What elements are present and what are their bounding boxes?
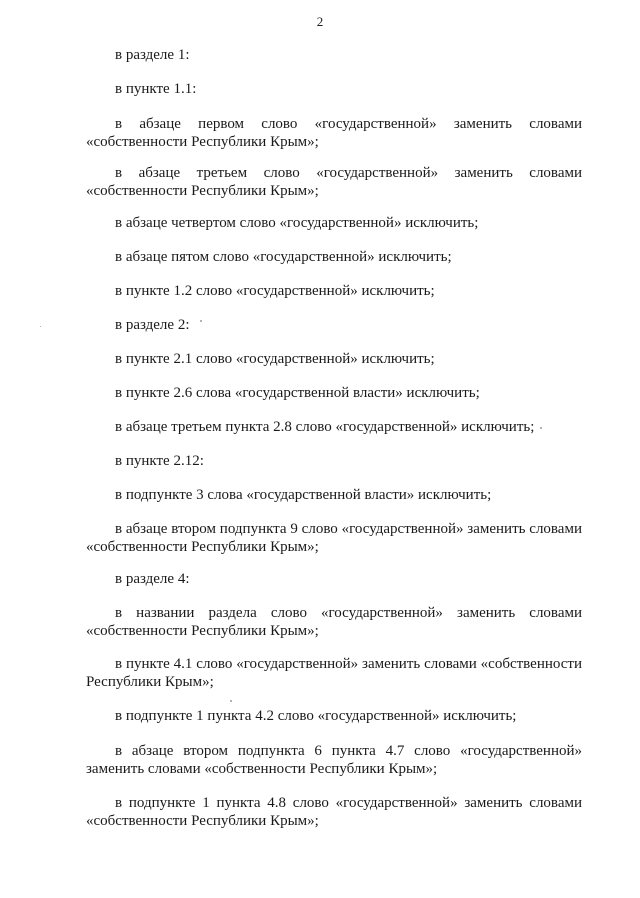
paragraph-item-1-1-first: в абзаце первом слово «государственной» заменить словами «собственности Республики Крым»; bbox=[86, 116, 582, 150]
scan-speck bbox=[200, 320, 202, 322]
paragraph-item-4-7: в абзаце втором подпункта 6 пункта 4.7 слово «государственной» заменить словами «собственности Республики Крым»; bbox=[86, 743, 582, 777]
paragraph-item-4-2: в подпункте 1 пункта 4.2 слово «государственной» исключить; bbox=[115, 708, 517, 724]
paragraph-section-4: в разделе 4: bbox=[115, 571, 190, 587]
paragraph-section-4-title: в названии раздела слово «государственной» заменить словами «собственности Республики Крым»; bbox=[86, 605, 582, 639]
paragraph-item-1-1-fifth: в абзаце пятом слово «государственной» исключить; bbox=[115, 249, 452, 265]
paragraph-item-4-8: в подпункте 1 пункта 4.8 слово «государственной» заменить словами «собственности Республики Крым»; bbox=[86, 795, 582, 829]
scan-speck bbox=[540, 427, 542, 429]
paragraph-item-2-8: в абзаце третьем пункта 2.8 слово «государственной» исключить; bbox=[115, 419, 535, 435]
paragraph-section-1: в разделе 1: bbox=[115, 47, 190, 63]
paragraph-item-2-1: в пункте 2.1 слово «государственной» исключить; bbox=[115, 351, 435, 367]
paragraph-item-1-1-third: в абзаце третьем слово «государственной» заменить словами «собственности Республики Крым»; bbox=[86, 165, 582, 199]
scan-speck bbox=[40, 326, 41, 327]
page-number: 2 bbox=[316, 14, 324, 29]
paragraph-item-2-12: в пункте 2.12: bbox=[115, 453, 204, 469]
paragraph-item-1-1: в пункте 1.1: bbox=[115, 81, 197, 97]
paragraph-item-1-2: в пункте 1.2 слово «государственной» исключить; bbox=[115, 283, 435, 299]
scan-speck bbox=[230, 700, 232, 702]
paragraph-item-4-1: в пункте 4.1 слово «государственной» заменить словами «собственности Республики Крым»; bbox=[86, 656, 582, 690]
paragraph-section-2: в разделе 2: bbox=[115, 317, 190, 333]
paragraph-subitem-3: в подпункте 3 слова «государственной власти» исключить; bbox=[115, 487, 492, 503]
paragraph-subitem-9: в абзаце втором подпункта 9 слово «государственной» заменить словами «собственности Республики Крым»; bbox=[86, 521, 582, 555]
paragraph-item-1-1-fourth: в абзаце четвертом слово «государственной» исключить; bbox=[115, 215, 479, 231]
paragraph-item-2-6: в пункте 2.6 слова «государственной власти» исключить; bbox=[115, 385, 480, 401]
